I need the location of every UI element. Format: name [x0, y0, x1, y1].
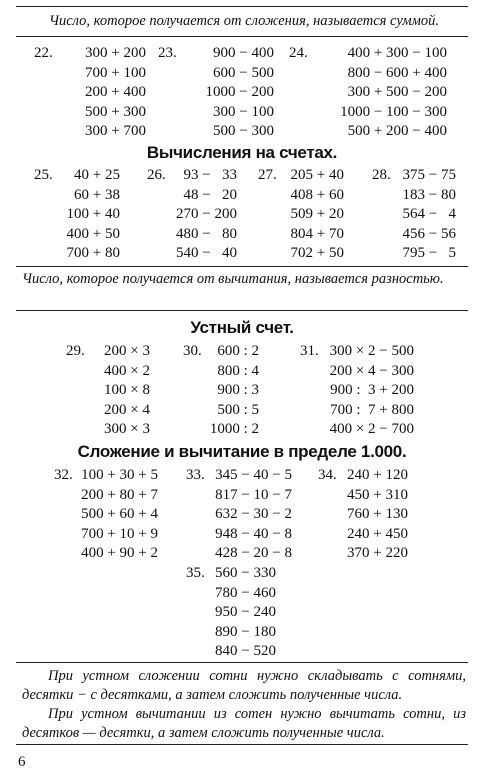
- expression: 400 + 300 − 100: [347, 45, 447, 61]
- bottom-rule: [16, 744, 468, 745]
- expression: 375 − 75: [402, 167, 456, 183]
- expression: 408 + 60: [290, 186, 344, 203]
- expression: 100 × 8: [104, 382, 150, 398]
- expression: 700 + 10 + 9: [81, 525, 158, 542]
- expression: 40 + 25: [74, 167, 120, 183]
- expression: 450 + 310: [347, 486, 408, 503]
- expression: 370 + 220: [347, 545, 408, 561]
- expression: 200 + 80 + 7: [81, 486, 158, 503]
- expression: 700 : 7 + 800: [330, 401, 414, 418]
- page-number: 6: [18, 754, 26, 770]
- expression: 700 + 80: [66, 245, 120, 261]
- expression: 500 : 5: [217, 401, 259, 418]
- expression: 950 − 240: [215, 604, 276, 620]
- expression: 200 × 4: [104, 401, 150, 418]
- exercise-number: 25.: [34, 167, 53, 183]
- expression: 400 × 2: [104, 362, 150, 379]
- expression: 400 + 50: [66, 225, 120, 242]
- expression: 564 − 4: [402, 206, 456, 222]
- exercise-number: 27.: [258, 167, 277, 183]
- expression: 560 − 330: [215, 565, 276, 581]
- rule: [16, 662, 468, 663]
- exercise-number: 29.: [66, 343, 85, 359]
- rule: [16, 310, 468, 311]
- expression: 1000 − 100 − 300: [340, 103, 447, 120]
- expression: 702 + 50: [290, 245, 344, 261]
- expression: 300 + 200: [85, 45, 146, 61]
- exercise-number: 32.: [54, 467, 73, 483]
- expression: 500 + 60 + 4: [81, 506, 158, 522]
- top-rule: [16, 6, 468, 7]
- expression: 1000 − 200: [205, 84, 274, 100]
- exercise-number: 35.: [186, 565, 205, 581]
- expression: 300 + 500 − 200: [347, 84, 447, 100]
- expression: 900 − 400: [213, 45, 274, 61]
- expression: 480 − 80: [176, 225, 237, 242]
- expression: 400 + 90 + 2: [81, 545, 158, 561]
- expression: 500 + 200 − 400: [347, 123, 447, 139]
- rule: [16, 266, 468, 267]
- expression: 205 + 40: [290, 167, 344, 183]
- expression: 270 − 200: [176, 206, 237, 222]
- expression: 200 + 400: [85, 84, 146, 100]
- expression: 700 + 100: [85, 64, 146, 81]
- note-sum-definition: Число, которое получается от сложения, называется суммой.: [48, 13, 440, 29]
- exercise-number: 30.: [183, 343, 202, 359]
- exercise-number: 31.: [300, 343, 319, 359]
- expression: 509 + 20: [290, 206, 344, 222]
- expression: 600 − 500: [213, 64, 274, 81]
- expression: 200 × 4 − 300: [329, 362, 414, 379]
- expression: 345 − 40 − 5: [215, 467, 292, 483]
- expression: 60 + 38: [74, 186, 120, 203]
- expression: 800 − 600 + 400: [347, 64, 447, 81]
- heading-addition-subtraction: Сложение и вычитание в пределе 1.000.: [77, 442, 407, 461]
- rule-addition: При устном сложении сотни нужно складывать с сотнями, десятки − с десятками, а затем сложить полученные числа.: [22, 668, 466, 703]
- expression: 100 + 40: [66, 206, 120, 222]
- expression: 632 − 30 − 2: [215, 506, 292, 522]
- exercise-number: 28.: [372, 167, 391, 183]
- expression: 300 + 700: [85, 123, 146, 139]
- expression: 760 + 130: [347, 506, 408, 522]
- rule: [16, 36, 468, 37]
- expression: 804 + 70: [290, 225, 344, 242]
- expression: 500 − 300: [213, 123, 274, 139]
- heading-abacus: Вычисления на счетах.: [146, 143, 338, 162]
- expression: 300 × 2 − 500: [329, 343, 414, 359]
- exercise-number: 34.: [318, 467, 337, 483]
- expression: 890 − 180: [215, 623, 276, 640]
- expression: 800 : 4: [217, 362, 259, 379]
- expression: 900 : 3: [217, 382, 259, 398]
- expression: 240 + 450: [347, 525, 408, 542]
- expression: 948 − 40 − 8: [215, 525, 292, 542]
- rule-subtraction: При устном вычитании из сотен нужно вычитать сотни, из десятков — десятки, а затем сложить полученные числа.: [22, 706, 466, 741]
- expression: 1000 : 2: [209, 421, 259, 437]
- expression: 540 − 40: [176, 245, 237, 261]
- heading-oral-counting: Устный счет.: [190, 318, 294, 337]
- exercise-number: 26.: [147, 167, 166, 183]
- oral-rules-box: [22, 667, 466, 743]
- expression: 100 + 30 + 5: [81, 467, 158, 483]
- exercise-number: 33.: [186, 467, 205, 483]
- expression: 500 + 300: [85, 103, 146, 120]
- expression: 48 − 20: [183, 186, 237, 203]
- expression: 817 − 10 − 7: [215, 486, 292, 503]
- expression: 456 − 56: [402, 225, 456, 242]
- expression: 900 : 3 + 200: [330, 382, 414, 398]
- expression: 93 − 33: [183, 167, 237, 183]
- expression: 400 × 2 − 700: [329, 421, 414, 437]
- note-difference-definition: Число, которое получается от вычитания, называется разностью.: [22, 271, 444, 287]
- expression: 200 × 3: [104, 343, 150, 359]
- expression: 795 − 5: [402, 245, 456, 261]
- exercise-number: 22.: [34, 45, 53, 61]
- exercise-number: 24.: [289, 45, 308, 61]
- expression: 300 − 100: [213, 103, 274, 120]
- expression: 300 × 3: [104, 421, 150, 437]
- exercise-number: 23.: [158, 45, 177, 61]
- expression: 840 − 520: [215, 643, 276, 659]
- expression: 428 − 20 − 8: [215, 545, 292, 561]
- expression: 183 − 80: [402, 186, 456, 203]
- expression: 240 + 120: [347, 467, 408, 483]
- expression: 600 : 2: [217, 343, 259, 359]
- expression: 780 − 460: [215, 584, 276, 601]
